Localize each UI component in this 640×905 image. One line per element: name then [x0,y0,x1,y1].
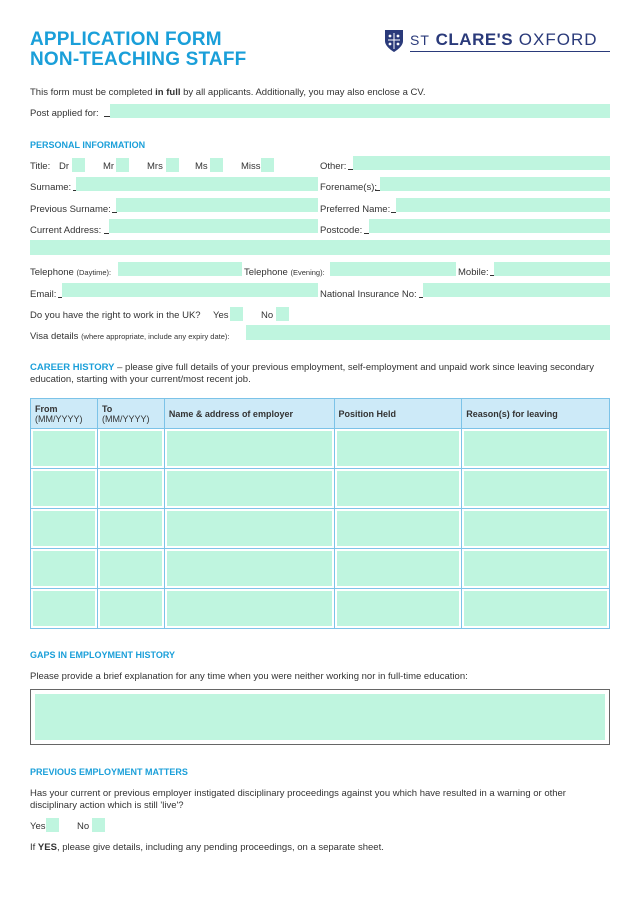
other-label: Other: [320,161,347,172]
title-ms-label: Ms [195,161,208,172]
reason-cell[interactable] [464,591,607,626]
position-cell[interactable] [337,431,460,466]
previous-yes-checkbox[interactable] [46,818,59,832]
right-to-work-label: Do you have the right to work in the UK? [30,310,201,321]
postcode-label: Postcode: [320,225,363,236]
gaps-text: Please provide a brief explanation for any time when you were neither working nor in full-time education: [30,671,468,682]
title-label: Title: [30,161,51,172]
form-title-line1: APPLICATION FORM [30,29,222,50]
right-to-work-yes-label: Yes [213,310,229,321]
crest-icon [384,29,404,53]
previous-no-checkbox[interactable] [92,818,105,832]
forename-field[interactable] [380,177,610,191]
table-row [31,589,610,629]
other-title-field[interactable] [353,156,610,170]
table-row [31,549,610,589]
employer-cell[interactable] [167,551,332,586]
table-row [31,429,610,469]
table-row [31,469,610,509]
career-history-table [30,398,610,629]
previous-matters-heading: PREVIOUS EMPLOYMENT MATTERS [30,767,188,777]
position-cell[interactable] [337,591,460,626]
title-mrs-label: Mrs [147,161,163,172]
column-header-to: To (MM/YYYY) [97,399,164,429]
preferred-name-label: Preferred Name: [320,204,391,215]
from-cell[interactable] [33,551,95,586]
right-to-work-no-checkbox[interactable] [276,307,289,321]
address-label: Current Address: [30,225,102,236]
employer-cell[interactable] [167,431,332,466]
column-header-position: Position Held [334,399,462,429]
personal-heading: PERSONAL INFORMATION [30,140,146,150]
forename-label: Forename(s): [320,182,378,193]
national-insurance-label: National Insurance No: [320,289,417,300]
previous-no-label: No [77,821,90,832]
email-field[interactable] [62,283,318,297]
intro-text: This form must be completed in full by all applicants. Additionally, you may also enclose a CV. [30,87,426,98]
to-cell[interactable] [100,511,162,546]
to-cell[interactable] [100,431,162,466]
reason-cell[interactable] [464,431,607,466]
email-label: Email: [30,289,57,300]
gaps-heading: GAPS IN EMPLOYMENT HISTORY [30,650,176,660]
telephone-day-label: Telephone (Daytime): [30,267,112,278]
title-dr-label: Dr [59,161,70,172]
postcode-field[interactable] [369,219,610,233]
title-miss-checkbox[interactable] [261,158,274,172]
to-cell[interactable] [100,551,162,586]
right-to-work-yes-checkbox[interactable] [230,307,243,321]
from-cell[interactable] [33,511,95,546]
title-dr-checkbox[interactable] [72,158,85,172]
from-cell[interactable] [33,471,95,506]
title-mr-label: Mr [103,161,115,172]
gaps-field[interactable] [35,694,605,740]
to-cell[interactable] [100,471,162,506]
employer-cell[interactable] [167,471,332,506]
telephone-evening-field[interactable] [330,262,456,276]
position-cell[interactable] [337,511,460,546]
reason-cell[interactable] [464,511,607,546]
employer-cell[interactable] [167,511,332,546]
visa-label: Visa details (where appropriate, include any expiry date): [30,331,230,342]
title-mrs-checkbox[interactable] [166,158,179,172]
table-row [31,509,610,549]
column-header-employer: Name & address of employer [164,399,334,429]
reason-cell[interactable] [464,551,607,586]
previous-surname-field[interactable] [116,198,318,212]
from-cell[interactable] [33,431,95,466]
mobile-field[interactable] [494,262,610,276]
employer-cell[interactable] [167,591,332,626]
address-field-line1[interactable] [109,219,318,233]
gaps-box [30,689,610,745]
reason-cell[interactable] [464,471,607,506]
post-label: Post applied for: [30,108,99,119]
previous-if-yes-text: If YES, please give details, including any pending proceedings, on a separate sheet. [30,842,384,853]
to-cell[interactable] [100,591,162,626]
mobile-label: Mobile: [458,267,489,278]
visa-field[interactable] [246,325,610,340]
national-insurance-field[interactable] [423,283,610,297]
title-ms-checkbox[interactable] [210,158,223,172]
previous-yes-label: Yes [30,821,46,832]
from-cell[interactable] [33,591,95,626]
telephone-evening-label: Telephone (Evening): [244,267,325,278]
address-field-line2[interactable] [30,240,610,255]
logo-underline [410,51,610,52]
title-mr-checkbox[interactable] [116,158,129,172]
surname-field[interactable] [76,177,318,191]
form-title-line2: NON-TEACHING STAFF [30,49,247,70]
previous-matters-question: Has your current or previous employer instigated disciplinary proceedings against you which have resulted in a warning or other disciplinary action which is still 'live'? [30,788,566,811]
post-field[interactable] [110,104,610,118]
logo-wordmark: ST CLARE'S OXFORD [410,30,598,49]
right-to-work-no-label: No [261,310,274,321]
title-miss-label: Miss [241,161,261,172]
preferred-name-field[interactable] [396,198,610,212]
telephone-day-field[interactable] [118,262,242,276]
previous-surname-label: Previous Surname: [30,204,111,215]
position-cell[interactable] [337,551,460,586]
column-header-reason: Reason(s) for leaving [462,399,610,429]
career-intro: CAREER HISTORY – please give full details of your previous employment, self-employment and unpaid work since leaving secondary education, starting with your current/most recent job. [30,362,594,385]
position-cell[interactable] [337,471,460,506]
column-header-from: From (MM/YYYY) [31,399,98,429]
surname-label: Surname: [30,182,72,193]
